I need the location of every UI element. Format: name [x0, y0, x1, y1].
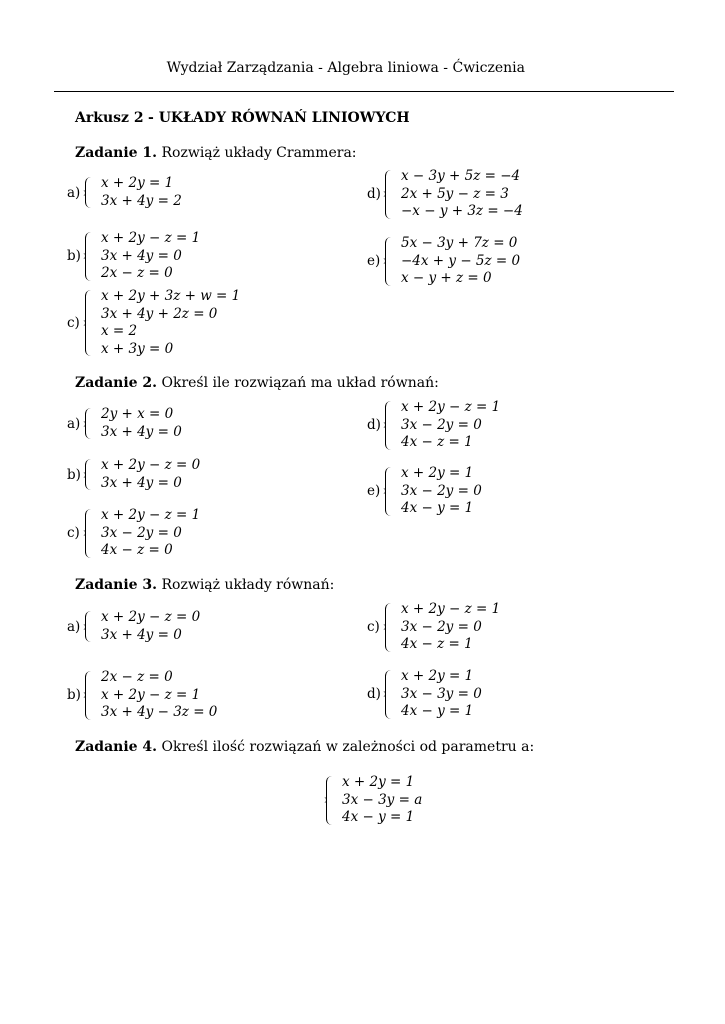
system-label: e) — [367, 483, 381, 500]
system-label: a) — [67, 618, 81, 635]
task-number: Zadanie 1. — [75, 145, 158, 161]
task-number: Zadanie 2. — [75, 375, 158, 391]
equation: 3x + 4y = 0 — [101, 626, 182, 643]
page-header: Wydział Zarządzania - Algebra liniowa - Ćwiczenia — [166, 60, 525, 76]
equation: x + 2y − z = 1 — [401, 601, 501, 617]
equation-system — [67, 230, 200, 283]
left-brace-icon — [85, 611, 93, 642]
equation: 4x − y = 1 — [401, 500, 474, 516]
task-number: Zadanie 3. — [75, 577, 158, 593]
task-heading-1 — [75, 145, 357, 161]
task-heading-2 — [75, 375, 439, 391]
equation: 2x − z = 0 — [101, 265, 173, 281]
equation: 5x − 3y + 7z = 0 — [401, 235, 518, 251]
header-rule — [54, 91, 674, 92]
equation-system — [367, 601, 500, 654]
system-label: d) — [367, 417, 381, 434]
equation: x + 2y − z = 1 — [101, 507, 201, 523]
equation-system — [367, 235, 520, 288]
equation: 4x − z = 1 — [401, 434, 473, 450]
equation: x + 2y − z = 1 — [101, 230, 201, 246]
system-label: c) — [67, 315, 80, 331]
system-label: c) — [67, 525, 80, 542]
equation-system — [308, 774, 422, 827]
task-heading-3 — [75, 577, 334, 593]
equation: 4x − z = 1 — [401, 636, 473, 652]
sheet-title: Arkusz 2 - UKŁADY RÓWNAŃ LINIOWYCH — [75, 110, 410, 126]
system-label: c) — [367, 619, 380, 636]
equation-system — [67, 288, 240, 358]
equation-system — [367, 399, 500, 452]
equation: x = 2 — [101, 323, 138, 339]
system-label: b) — [67, 687, 81, 704]
equation: x + 2y − z = 1 — [401, 399, 501, 415]
equation: 4x − y = 1 — [342, 809, 415, 825]
left-brace-icon — [385, 670, 393, 719]
equation: x + 2y = 1 — [401, 668, 474, 684]
equation: 3x + 4y = 2 — [101, 192, 182, 209]
equation: 3x − 2y = 0 — [101, 524, 182, 541]
equation: 3x − 3y = a — [342, 791, 423, 808]
task-number: Zadanie 4. — [75, 739, 158, 755]
equation: x − y + z = 0 — [401, 270, 492, 286]
equation: 3x + 4y − 3z = 0 — [101, 704, 218, 720]
equation: x + 3y = 0 — [101, 340, 174, 357]
task-instruction: Rozwiąż układy równań: — [157, 577, 335, 593]
left-brace-icon — [385, 170, 393, 219]
left-brace-icon — [85, 177, 93, 208]
system-label: b) — [67, 466, 81, 483]
equation: 3x + 4y = 0 — [101, 474, 182, 491]
equation-system — [67, 507, 200, 560]
equation: 3x − 2y = 0 — [401, 618, 482, 635]
equation-system — [67, 669, 217, 722]
left-brace-icon — [85, 671, 93, 720]
task-instruction: Określ ile rozwiązań ma układ równań: — [157, 375, 439, 391]
equation-system — [67, 457, 200, 492]
equation-system — [367, 465, 482, 518]
equation: 4x − z = 0 — [101, 542, 173, 558]
equation: x + 2y − z = 0 — [101, 609, 201, 625]
equation-system — [367, 668, 482, 721]
equation: 3x − 2y = 0 — [401, 416, 482, 433]
equation: 3x − 3y = 0 — [401, 685, 482, 702]
system-label: d) — [367, 186, 381, 203]
left-brace-icon — [385, 401, 393, 450]
equation: x − 3y + 5z = −4 — [401, 168, 521, 184]
task-instruction: Rozwiąż układy Crammera: — [157, 145, 357, 161]
equation: x + 2y = 1 — [101, 175, 174, 191]
equation: x + 2y − z = 0 — [101, 457, 201, 473]
equation: 3x + 4y = 0 — [101, 247, 182, 264]
equation: 2x − z = 0 — [101, 669, 173, 685]
task-heading-4 — [75, 739, 534, 755]
system-label: a) — [67, 415, 81, 432]
equation: −x − y + 3z = −4 — [401, 203, 523, 219]
left-brace-icon — [385, 237, 393, 286]
equation: x + 2y = 1 — [401, 465, 474, 481]
left-brace-icon — [85, 459, 93, 490]
equation-system — [367, 168, 523, 221]
system-label: a) — [67, 184, 81, 201]
equation-system — [67, 609, 200, 644]
task-instruction: Określ ilość rozwiązań w zależności od parametru a: — [157, 739, 535, 755]
equation-system — [67, 175, 182, 210]
equation: x + 2y + 3z + w = 1 — [101, 288, 241, 304]
left-brace-icon — [85, 408, 93, 439]
equation: x + 2y − z = 1 — [101, 686, 201, 703]
left-brace-icon — [385, 603, 393, 652]
left-brace-icon — [85, 509, 93, 558]
equation: 2x + 5y − z = 3 — [401, 185, 509, 202]
equation: 2y + x = 0 — [101, 406, 174, 422]
equation: x + 2y = 1 — [342, 774, 415, 790]
system-label: b) — [67, 248, 81, 265]
equation: 3x + 4y = 0 — [101, 423, 182, 440]
left-brace-icon — [85, 232, 93, 281]
equation: 3x − 2y = 0 — [401, 482, 482, 499]
system-label: d) — [367, 686, 381, 703]
left-brace-icon — [85, 290, 93, 356]
equation: −4x + y − 5z = 0 — [401, 252, 521, 269]
equation: 3x + 4y + 2z = 0 — [101, 305, 218, 322]
system-label: e) — [367, 253, 381, 270]
equation: 4x − y = 1 — [401, 703, 474, 719]
equation-system — [67, 406, 182, 441]
left-brace-icon — [326, 776, 334, 825]
left-brace-icon — [385, 467, 393, 516]
